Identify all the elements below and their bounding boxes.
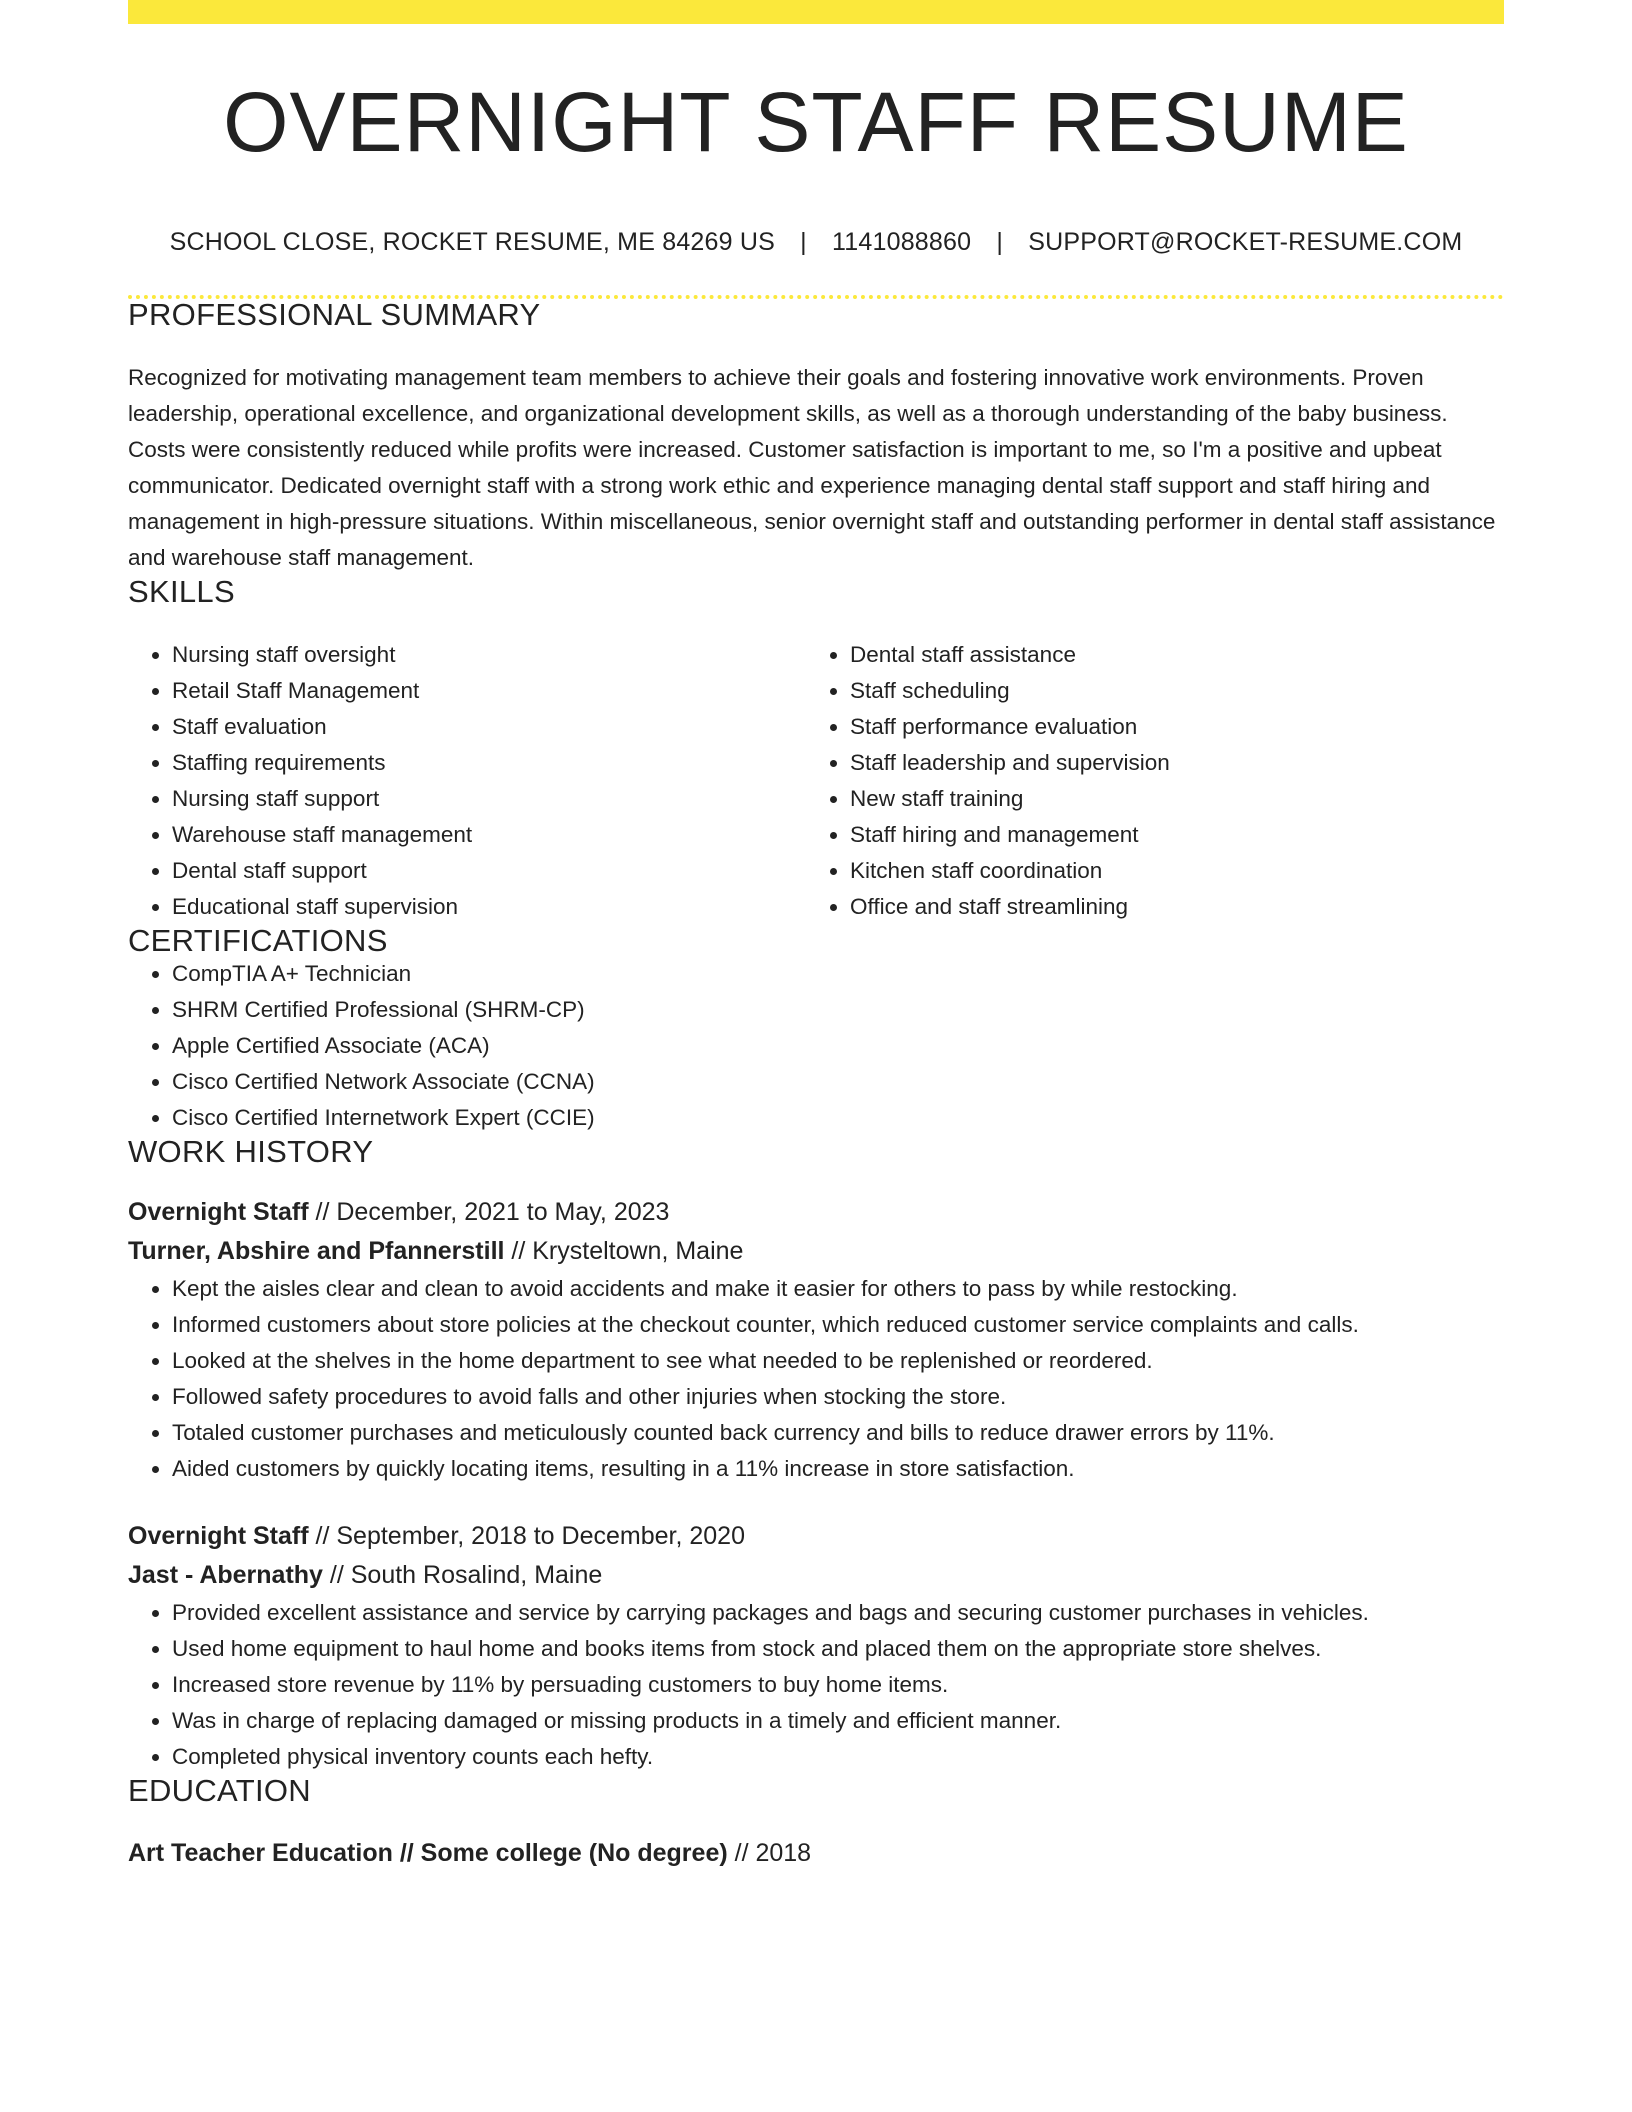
education-year: // 2018 [727,1839,812,1867]
contact-line [128,230,1504,255]
job-title-line [128,1193,1504,1232]
skill-item: • Staff performance evaluation [850,709,1484,745]
certification-item: • Cisco Certified Network Associate (CCNA) [172,1064,1504,1100]
skill-item: • Educational staff supervision [172,889,806,925]
job-title-line [128,1517,1504,1556]
skill-item: • Staff leadership and supervision [850,745,1484,781]
skill-item: • Kitchen staff coordination [850,853,1484,889]
skill-item: • Retail Staff Management [172,673,806,709]
skill-item: • New staff training [850,781,1484,817]
job-bullet: • Completed physical inventory counts each hefty. [172,1739,1504,1775]
contact-address: SCHOOL CLOSE, ROCKET RESUME, ME 84269 US [169,228,776,256]
job-bullet: • Followed safety procedures to avoid falls and other injuries when stocking the store. [172,1379,1504,1415]
job-bullet: • Kept the aisles clear and clean to avoid accidents and make it easier for others to pass by while restocking. [172,1271,1504,1307]
certification-item: • Cisco Certified Internetwork Expert (CCIE) [172,1100,1504,1136]
job-dates: // December, 2021 to May, 2023 [308,1198,670,1226]
certification-item: • SHRM Certified Professional (SHRM-CP) [172,992,1504,1028]
job-bullet: • Looked at the shelves in the home department to see what needed to be replenished or reordered. [172,1343,1504,1379]
job-role: Overnight Staff [128,1198,309,1226]
certification-item: • CompTIA A+ Technician [172,956,1504,992]
certification-item: • Apple Certified Associate (ACA) [172,1028,1504,1064]
job-company-line [128,1232,1504,1271]
job-bullets [128,1595,1504,1775]
skill-list [806,637,1484,925]
contact-separator: | [800,228,807,256]
skill-item: • Warehouse staff management [172,817,806,853]
skills-column-left [128,637,806,925]
job-bullet: • Provided excellent assistance and service by carrying packages and bags and securing customer purchases in vehicles. [172,1595,1504,1631]
skill-item: • Staff hiring and management [850,817,1484,853]
education-heading: EDUCATION [128,1773,311,1808]
summary-heading: PROFESSIONAL SUMMARY [128,297,541,332]
job-role: Overnight Staff [128,1522,309,1550]
skills-grid [128,637,1504,925]
accent-top-bar [128,0,1504,24]
skill-item: • Nursing staff oversight [172,637,806,673]
skill-item: • Dental staff assistance [850,637,1484,673]
skills-heading: SKILLS [128,574,235,609]
job-bullet: • Increased store revenue by 11% by persuading customers to buy home items. [172,1667,1504,1703]
job-company: Turner, Abshire and Pfannerstill [128,1237,505,1265]
education-line [128,1834,1504,1873]
job-location: // South Rosalind, Maine [322,1561,603,1589]
job-bullet: • Totaled customer purchases and meticulously counted back currency and bills to reduce drawer errors by 11%. [172,1415,1504,1451]
certifications-list [128,956,1504,1136]
skill-item: • Staff scheduling [850,673,1484,709]
job-company: Jast - Abernathy [128,1561,323,1589]
skills-column-right [806,637,1484,925]
skill-item: • Staffing requirements [172,745,806,781]
skill-list [128,637,806,925]
education-degree: Art Teacher Education // Some college (No degree) [128,1839,728,1867]
job-bullet: • Was in charge of replacing damaged or missing products in a timely and efficient manner. [172,1703,1504,1739]
skill-item: • Office and staff streamlining [850,889,1484,925]
job-bullet: • Used home equipment to haul home and books items from stock and placed them on the appropriate store shelves. [172,1631,1504,1667]
skill-item: • Nursing staff support [172,781,806,817]
job-bullets [128,1271,1504,1487]
job-dates: // September, 2018 to December, 2020 [308,1522,745,1550]
job-bullet: • Informed customers about store policies at the checkout counter, which reduced customer service complaints and calls. [172,1307,1504,1343]
certifications-heading: CERTIFICATIONS [128,923,388,958]
skill-item: • Dental staff support [172,853,806,889]
contact-separator: | [996,228,1004,256]
resume-page [128,0,1504,1873]
contact-phone[interactable]: 1141088860 [832,228,972,256]
job-company-line [128,1556,1504,1595]
job-bullet: • Aided customers by quickly locating items, resulting in a 11% increase in store satisfaction. [172,1451,1504,1487]
summary-paragraph: Recognized for motivating management team members to achieve their goals and fostering innovative work environments. Proven leadership, operational excellence, and organizational development skills, as well as a thorough understanding of the baby business. Costs were consistently reduced while profits were increased. Customer satisfaction is important to me, so I'm a positive and upbeat communicator. Dedicated overnight staff with a strong work ethic and experience managing dental staff support and staff hiring and management in high-pressure situations. Within miscellaneous, senior overnight staff and outstanding performer in dental staff assistance and warehouse staff management. [128,365,1496,570]
skill-item: • Staff evaluation [172,709,806,745]
job-location: // Krysteltown, Maine [504,1237,744,1265]
work-history-heading: WORK HISTORY [128,1134,374,1169]
resume-title: OVERNIGHT STAFF RESUME [223,75,1409,169]
contact-email[interactable]: SUPPORT@ROCKET-RESUME.COM [1028,228,1463,256]
